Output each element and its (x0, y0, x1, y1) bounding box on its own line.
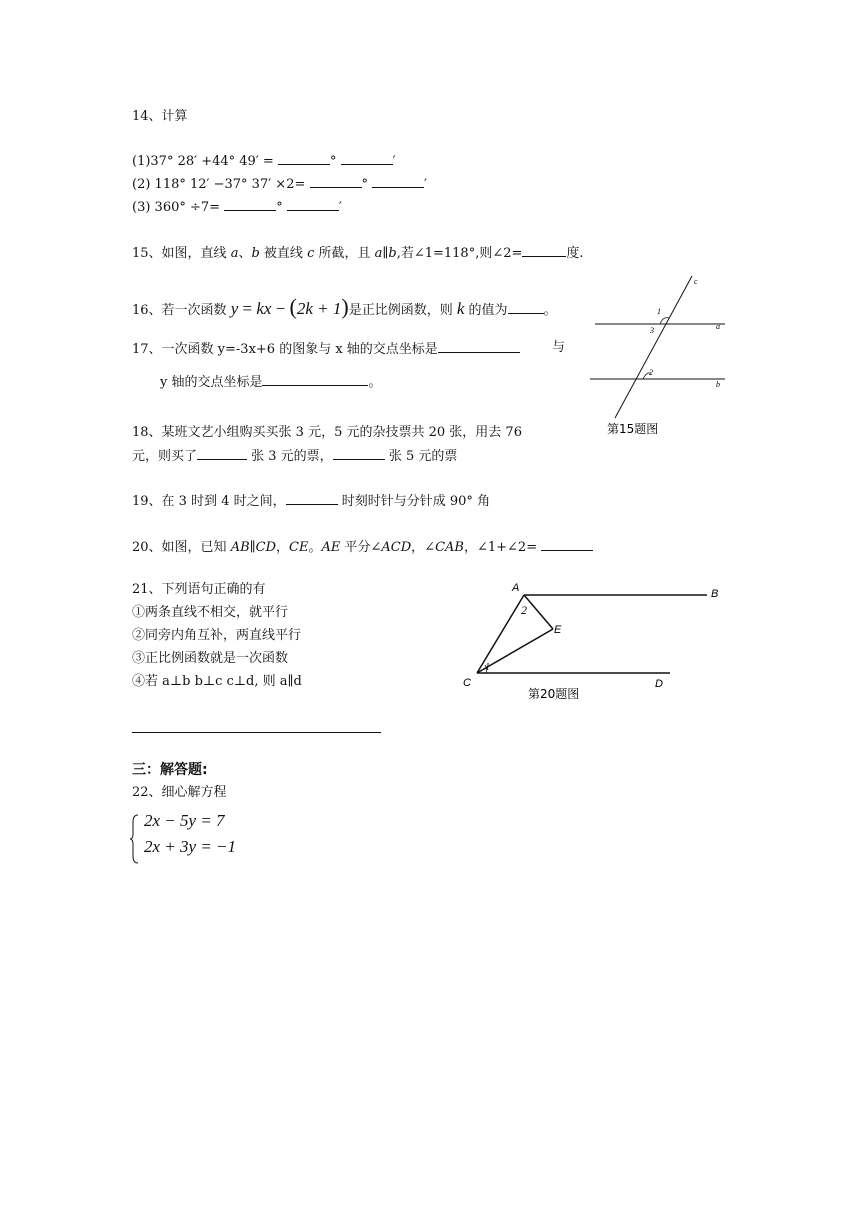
equation-1: 2x − 5y = 7 (144, 811, 225, 830)
q17-line1: 17、一次函数 y=-3x+6 的图象与 x 轴的交点坐标是 (132, 339, 520, 359)
q14-line2: (2) 118° 12′ −37° 37′ ×2= ° ′ (132, 174, 427, 194)
equation-2: 2x + 3y = −1 (144, 837, 237, 856)
q14-title: 14、计算 (132, 109, 188, 124)
q21-option: ①两条直线不相交，就平行 (132, 605, 289, 620)
fig20-angle-1: 1 (485, 662, 490, 673)
q20-text: 20、如图，已知 AB∥CD，CE。AE 平分∠ACD，∠CAB，∠1+∠2= (132, 537, 593, 557)
q21-option: ④若 a⊥b b⊥c c⊥d, 则 a∥d (132, 674, 302, 689)
q18-line2: 元，则买了 张 3 元的票， 张 5 元的票 (132, 446, 457, 466)
q18-line1: 18、某班文艺小组购买买张 3 元，5 元的杂技票共 20 张，用去 76 (132, 425, 522, 440)
fig20-caption: 第20题图 (528, 687, 580, 701)
answer-blank[interactable] (522, 243, 566, 257)
q22-title: 22、细心解方程 (132, 785, 227, 800)
fig15-angle-2: 2 (649, 368, 653, 377)
fig15-caption: 第15题图 (607, 422, 659, 436)
answer-blank[interactable] (310, 174, 362, 188)
fig20-label-D: D (655, 678, 663, 690)
q21-option: ②同旁内角互补，两直线平行 (132, 628, 302, 643)
answer-blank[interactable] (197, 446, 247, 460)
answer-blank[interactable] (286, 491, 338, 505)
figure-20 (455, 578, 730, 704)
fig20-angle-2: 2 (521, 603, 527, 617)
fig15-angle-1: 1 (657, 307, 661, 316)
answer-blank[interactable] (372, 174, 424, 188)
answer-blank[interactable] (278, 151, 330, 165)
q21-title: 21、下列语句正确的有 (132, 582, 266, 597)
brace-icon (130, 814, 140, 864)
fig15-label-b: b (716, 380, 720, 389)
section-title: 三：解答题: (132, 762, 208, 778)
fig20-label-B: B (711, 588, 719, 600)
q17-line2: y 轴的交点坐标是 。 (160, 372, 382, 392)
q15-text: 15、如图，直线 a、b 被直线 c 所截，且 a∥b,若∠1=118°,则∠2= 度. (132, 243, 584, 263)
answer-blank[interactable] (508, 300, 544, 314)
q16-text: 16、若一次函数 y = kx − (2k + 1)是正比例函数，则 k 的值为 。 (132, 294, 557, 319)
figure-15 (585, 270, 735, 440)
fig20-label-A: A (512, 582, 520, 594)
fig15-angle-3: 3 (650, 326, 654, 335)
divider (132, 732, 381, 733)
answer-blank[interactable] (541, 537, 593, 551)
fig20-label-C: C (463, 677, 471, 689)
answer-blank[interactable] (438, 339, 520, 353)
fig20-label-E: E (554, 624, 562, 636)
answer-blank[interactable] (224, 197, 276, 211)
q21-option: ③正比例函数就是一次函数 (132, 651, 289, 666)
fig15-label-a: a (716, 322, 720, 331)
answer-blank[interactable] (341, 151, 393, 165)
answer-blank[interactable] (262, 372, 368, 386)
q19-text: 19、在 3 时到 4 时之间， 时刻时针与分针成 90° 角 (132, 491, 490, 511)
line-c (615, 276, 692, 418)
segment-ae (524, 595, 553, 629)
fig15-label-c: c (694, 277, 698, 286)
answer-blank[interactable] (333, 446, 385, 460)
answer-blank[interactable] (287, 197, 339, 211)
q17-yu: 与 (552, 340, 566, 355)
q14-line3: (3) 360° ÷7= ° ′ (132, 197, 342, 217)
q14-line1: (1)37° 28′ +44° 49′ = ° ′ (132, 151, 396, 171)
